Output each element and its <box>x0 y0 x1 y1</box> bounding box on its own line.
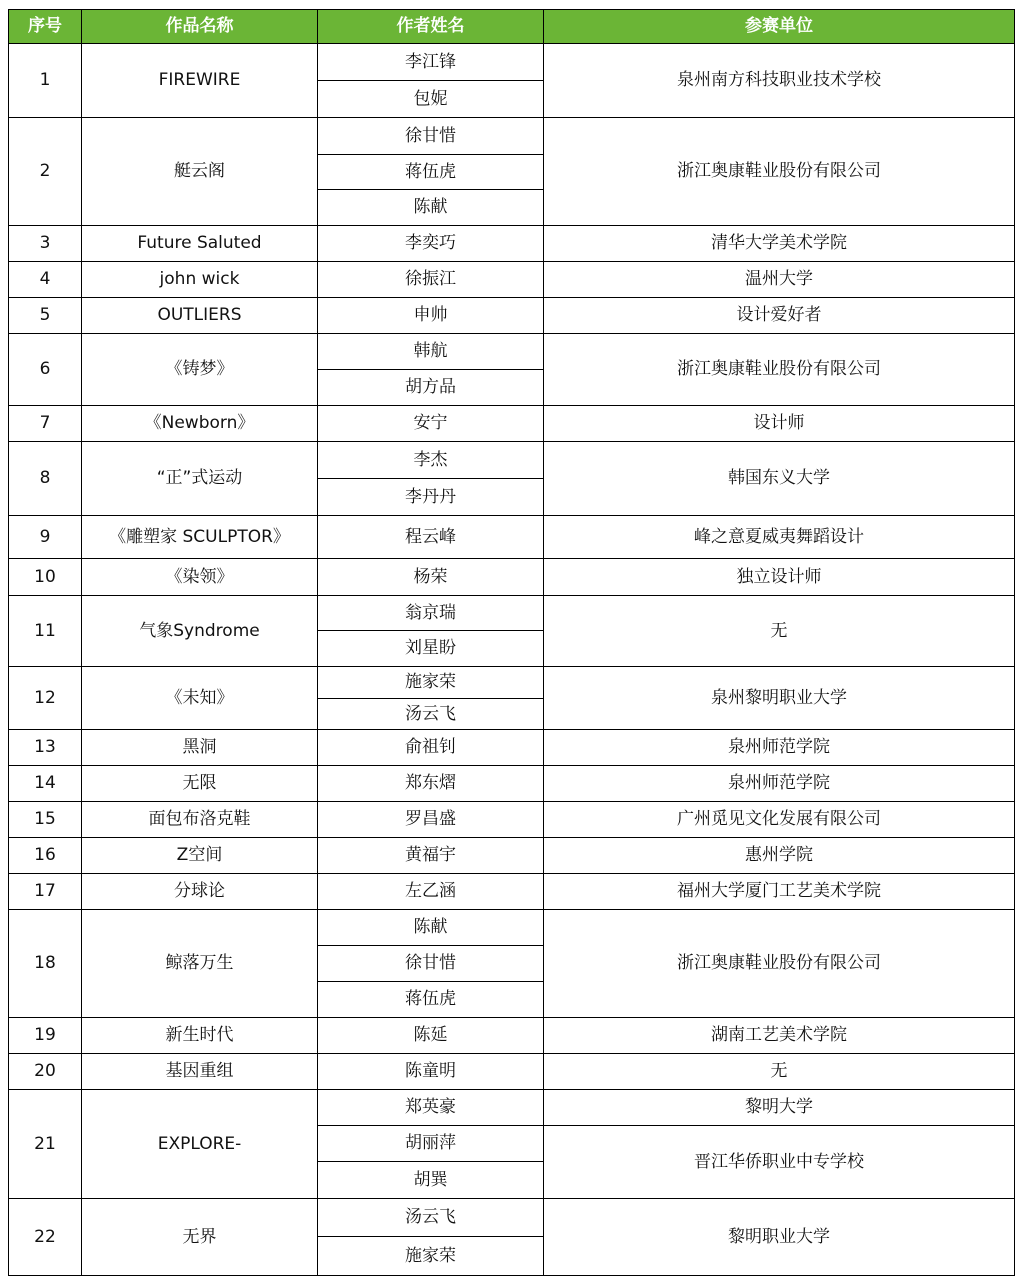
cell-title: 艇云阁 <box>82 118 318 226</box>
cell-author: 胡巽 <box>318 1162 544 1199</box>
cell-author: 徐甘惜 <box>318 946 544 982</box>
cell-author: 蒋伍虎 <box>318 982 544 1018</box>
cell-org: 福州大学厦门工艺美术学院 <box>544 874 1015 910</box>
cell-title: 气象Syndrome <box>82 596 318 667</box>
table-row <box>9 262 1015 298</box>
table-row <box>9 1090 1015 1126</box>
cell-author: 汤云飞 <box>318 1199 544 1237</box>
cell-no: 14 <box>9 766 82 802</box>
table-row <box>9 1018 1015 1054</box>
cell-org: 无 <box>544 596 1015 667</box>
cell-org: 湖南工艺美术学院 <box>544 1018 1015 1054</box>
cell-org: 惠州学院 <box>544 838 1015 874</box>
entries-table <box>8 9 1015 1276</box>
cell-no: 15 <box>9 802 82 838</box>
table-row <box>9 334 1015 370</box>
cell-author: 汤云飞 <box>318 699 544 730</box>
cell-no: 17 <box>9 874 82 910</box>
cell-org: 设计爱好者 <box>544 298 1015 334</box>
cell-no: 19 <box>9 1018 82 1054</box>
cell-no: 5 <box>9 298 82 334</box>
cell-author: 蒋伍虎 <box>318 155 544 190</box>
cell-no: 16 <box>9 838 82 874</box>
cell-author: 李江锋 <box>318 44 544 81</box>
cell-author: 施家荣 <box>318 667 544 699</box>
cell-title: OUTLIERS <box>82 298 318 334</box>
cell-org: 泉州师范学院 <box>544 766 1015 802</box>
cell-no: 8 <box>9 442 82 516</box>
cell-author: 郑英豪 <box>318 1090 544 1126</box>
cell-org: 清华大学美术学院 <box>544 226 1015 262</box>
cell-org: 设计师 <box>544 406 1015 442</box>
cell-no: 20 <box>9 1054 82 1090</box>
cell-title: “正”式运动 <box>82 442 318 516</box>
cell-org: 独立设计师 <box>544 559 1015 596</box>
cell-org: 浙江奥康鞋业股份有限公司 <box>544 910 1015 1018</box>
cell-no: 22 <box>9 1199 82 1276</box>
table-row <box>9 559 1015 596</box>
cell-author: 杨荣 <box>318 559 544 596</box>
cell-author: 陈献 <box>318 190 544 226</box>
cell-org: 温州大学 <box>544 262 1015 298</box>
cell-author: 程云峰 <box>318 516 544 559</box>
table-row <box>9 406 1015 442</box>
cell-org: 峰之意夏威夷舞蹈设计 <box>544 516 1015 559</box>
table-body <box>9 44 1015 1276</box>
cell-author: 徐振江 <box>318 262 544 298</box>
table-row <box>9 730 1015 766</box>
cell-author: 李丹丹 <box>318 479 544 516</box>
cell-author: 俞祖钊 <box>318 730 544 766</box>
cell-no: 2 <box>9 118 82 226</box>
cell-author: 陈献 <box>318 910 544 946</box>
cell-no: 18 <box>9 910 82 1018</box>
cell-org: 黎明职业大学 <box>544 1199 1015 1276</box>
cell-title: 《染领》 <box>82 559 318 596</box>
cell-author: 郑东熠 <box>318 766 544 802</box>
cell-author: 罗昌盛 <box>318 802 544 838</box>
cell-no: 10 <box>9 559 82 596</box>
table-row <box>9 118 1015 155</box>
table-row <box>9 226 1015 262</box>
cell-title: 面包布洛克鞋 <box>82 802 318 838</box>
cell-org: 泉州黎明职业大学 <box>544 667 1015 730</box>
table-row <box>9 596 1015 631</box>
cell-org: 晋江华侨职业中专学校 <box>544 1126 1015 1199</box>
table-row <box>9 910 1015 946</box>
cell-title: Z空间 <box>82 838 318 874</box>
cell-author: 安宁 <box>318 406 544 442</box>
table-row <box>9 667 1015 699</box>
cell-no: 12 <box>9 667 82 730</box>
table-row <box>9 1054 1015 1090</box>
cell-no: 11 <box>9 596 82 667</box>
cell-title: 《未知》 <box>82 667 318 730</box>
cell-org: 浙江奥康鞋业股份有限公司 <box>544 334 1015 406</box>
cell-author: 申帅 <box>318 298 544 334</box>
table-row <box>9 766 1015 802</box>
cell-no: 21 <box>9 1090 82 1199</box>
cell-no: 7 <box>9 406 82 442</box>
cell-author: 黄福宇 <box>318 838 544 874</box>
header-org: 参赛单位 <box>544 10 1015 44</box>
cell-org: 无 <box>544 1054 1015 1090</box>
cell-title: 《Newborn》 <box>82 406 318 442</box>
table-row <box>9 442 1015 479</box>
cell-author: 包妮 <box>318 81 544 118</box>
cell-author: 胡丽萍 <box>318 1126 544 1162</box>
cell-title: 新生时代 <box>82 1018 318 1054</box>
cell-author: 施家荣 <box>318 1237 544 1276</box>
header-title: 作品名称 <box>82 10 318 44</box>
cell-author: 李杰 <box>318 442 544 479</box>
cell-title: 《雕塑家 SCULPTOR》 <box>82 516 318 559</box>
table-row <box>9 874 1015 910</box>
table-row <box>9 44 1015 81</box>
cell-title: 无界 <box>82 1199 318 1276</box>
cell-title: FIREWIRE <box>82 44 318 118</box>
cell-no: 3 <box>9 226 82 262</box>
cell-org: 韩国东义大学 <box>544 442 1015 516</box>
cell-title: EXPLORE- <box>82 1090 318 1199</box>
cell-org: 黎明大学 <box>544 1090 1015 1126</box>
header-row <box>9 10 1015 44</box>
cell-title: 鲸落万生 <box>82 910 318 1018</box>
cell-title: 黑洞 <box>82 730 318 766</box>
cell-title: 《铸梦》 <box>82 334 318 406</box>
cell-author: 韩航 <box>318 334 544 370</box>
cell-no: 6 <box>9 334 82 406</box>
cell-org: 泉州南方科技职业技术学校 <box>544 44 1015 118</box>
cell-author: 胡方品 <box>318 370 544 406</box>
cell-org: 泉州师范学院 <box>544 730 1015 766</box>
table-row <box>9 802 1015 838</box>
cell-org: 浙江奥康鞋业股份有限公司 <box>544 118 1015 226</box>
header-no: 序号 <box>9 10 82 44</box>
cell-author: 李奕巧 <box>318 226 544 262</box>
cell-author: 陈童明 <box>318 1054 544 1090</box>
cell-no: 1 <box>9 44 82 118</box>
cell-author: 刘星盼 <box>318 631 544 667</box>
cell-org: 广州觅见文化发展有限公司 <box>544 802 1015 838</box>
table-row <box>9 298 1015 334</box>
cell-no: 9 <box>9 516 82 559</box>
cell-author: 左乙涵 <box>318 874 544 910</box>
cell-title: 分球论 <box>82 874 318 910</box>
cell-author: 翁京瑞 <box>318 596 544 631</box>
cell-title: john wick <box>82 262 318 298</box>
cell-title: Future Saluted <box>82 226 318 262</box>
table-row <box>9 1199 1015 1237</box>
table-row <box>9 516 1015 559</box>
cell-author: 徐甘惜 <box>318 118 544 155</box>
header-author: 作者姓名 <box>318 10 544 44</box>
cell-title: 基因重组 <box>82 1054 318 1090</box>
cell-no: 13 <box>9 730 82 766</box>
cell-author: 陈延 <box>318 1018 544 1054</box>
cell-title: 无限 <box>82 766 318 802</box>
cell-no: 4 <box>9 262 82 298</box>
table-row <box>9 838 1015 874</box>
